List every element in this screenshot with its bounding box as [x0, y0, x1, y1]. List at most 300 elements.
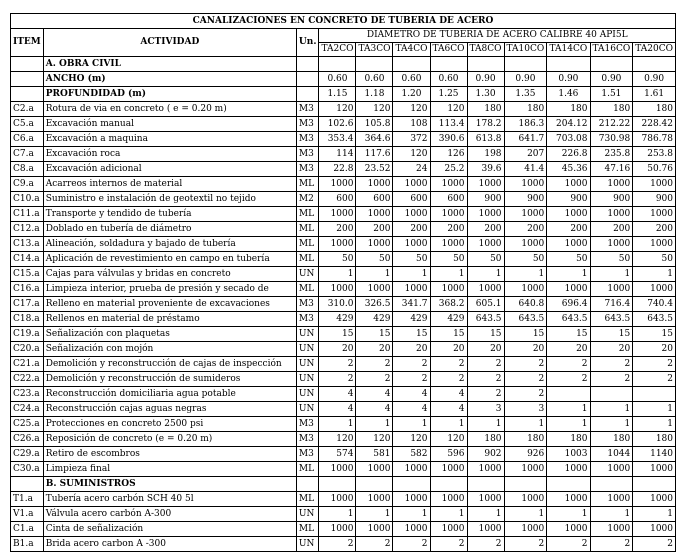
- value-cell: 25.2: [430, 162, 467, 177]
- value-cell: 1000: [430, 177, 467, 192]
- value-cell: [430, 477, 467, 492]
- unit-cell: UN: [296, 387, 319, 402]
- value-cell: 2: [633, 357, 676, 372]
- item-code: C29.a: [11, 447, 44, 462]
- activity-cell: Demolición y reconstrucción de sumideros: [43, 372, 296, 387]
- unit-cell: M3: [296, 117, 319, 132]
- value-cell: 1000: [590, 462, 633, 477]
- item-code: [11, 87, 44, 102]
- value-cell: 341.7: [393, 297, 430, 312]
- value-cell: 50: [393, 252, 430, 267]
- value-cell: 643.5: [590, 312, 633, 327]
- value-cell: 1000: [633, 522, 676, 537]
- value-cell: 1.30: [467, 87, 504, 102]
- value-cell: [356, 57, 393, 72]
- value-cell: 20: [633, 342, 676, 357]
- value-cell: 1.15: [319, 87, 356, 102]
- unit-cell: UN: [296, 402, 319, 417]
- unit-cell: M3: [296, 147, 319, 162]
- value-cell: 20: [504, 342, 547, 357]
- value-cell: 200: [633, 222, 676, 237]
- value-cell: 2: [319, 372, 356, 387]
- value-cell: 2: [633, 372, 676, 387]
- unit-cell: M3: [296, 432, 319, 447]
- value-cell: 45.36: [547, 162, 590, 177]
- value-cell: [319, 477, 356, 492]
- header-col: TA3CO: [356, 43, 393, 57]
- value-cell: 1044: [590, 447, 633, 462]
- value-cell: 126: [430, 147, 467, 162]
- unit-cell: [296, 87, 319, 102]
- value-cell: 50: [590, 252, 633, 267]
- value-cell: 20: [467, 342, 504, 357]
- value-cell: 20: [393, 342, 430, 357]
- unit-cell: M3: [296, 447, 319, 462]
- value-cell: 1: [319, 267, 356, 282]
- table-row: [11, 237, 676, 252]
- unit-cell: [296, 477, 319, 492]
- value-cell: 1000: [547, 207, 590, 222]
- table-row: [11, 192, 676, 207]
- value-cell: 4: [356, 402, 393, 417]
- value-cell: 600: [393, 192, 430, 207]
- value-cell: [590, 57, 633, 72]
- table-row: [11, 402, 676, 417]
- unit-cell: ML: [296, 252, 319, 267]
- value-cell: 200: [393, 222, 430, 237]
- value-cell: 120: [393, 147, 430, 162]
- value-cell: 643.5: [633, 312, 676, 327]
- value-cell: 0.60: [393, 72, 430, 87]
- value-cell: 1003: [547, 447, 590, 462]
- value-cell: 643.5: [467, 312, 504, 327]
- value-cell: 703.08: [547, 132, 590, 147]
- value-cell: 2: [590, 537, 633, 552]
- value-cell: 15: [590, 327, 633, 342]
- value-cell: 716.4: [590, 297, 633, 312]
- value-cell: 50: [319, 252, 356, 267]
- value-cell: 2: [393, 372, 430, 387]
- table-title: CANALIZACIONES EN CONCRETO DE TUBERIA DE ACERO: [11, 14, 676, 29]
- table-row: [11, 462, 676, 477]
- value-cell: 1: [547, 402, 590, 417]
- activity-cell: Excavación adicional: [43, 162, 296, 177]
- item-code: C26.a: [11, 432, 44, 447]
- value-cell: 20: [319, 342, 356, 357]
- value-cell: 2: [467, 357, 504, 372]
- header-col: TA10CO: [504, 43, 547, 57]
- value-cell: 902: [467, 447, 504, 462]
- value-cell: 200: [319, 222, 356, 237]
- value-cell: 1000: [590, 177, 633, 192]
- value-cell: 0.90: [633, 72, 676, 87]
- table-row: [11, 342, 676, 357]
- value-cell: 2: [356, 357, 393, 372]
- activity-cell: A. OBRA CIVIL: [43, 57, 296, 72]
- value-cell: 120: [393, 432, 430, 447]
- value-cell: 2: [467, 537, 504, 552]
- value-cell: 429: [393, 312, 430, 327]
- value-cell: 1000: [467, 237, 504, 252]
- item-code: C17.a: [11, 297, 44, 312]
- value-cell: 1000: [504, 237, 547, 252]
- value-cell: 0.90: [590, 72, 633, 87]
- value-cell: 0.60: [430, 72, 467, 87]
- activity-cell: B. SUMINISTROS: [43, 477, 296, 492]
- value-cell: [504, 57, 547, 72]
- value-cell: [633, 477, 676, 492]
- value-cell: 102.6: [319, 117, 356, 132]
- activity-cell: Aplicación de revestimiento en campo en tubería: [43, 252, 296, 267]
- value-cell: 900: [467, 192, 504, 207]
- value-cell: 0.90: [504, 72, 547, 87]
- value-cell: [393, 57, 430, 72]
- value-cell: 600: [430, 192, 467, 207]
- value-cell: 105.8: [356, 117, 393, 132]
- activity-cell: Reconstrucción domiciliaria agua potable: [43, 387, 296, 402]
- table-row: [11, 387, 676, 402]
- value-cell: 1000: [393, 282, 430, 297]
- value-cell: 1: [504, 417, 547, 432]
- value-cell: 1000: [467, 207, 504, 222]
- value-cell: 596: [430, 447, 467, 462]
- unit-cell: ML: [296, 207, 319, 222]
- value-cell: 1000: [504, 282, 547, 297]
- value-cell: 1000: [356, 492, 393, 507]
- value-cell: 600: [356, 192, 393, 207]
- value-cell: 22.8: [319, 162, 356, 177]
- value-cell: 2: [590, 372, 633, 387]
- value-cell: 1000: [393, 207, 430, 222]
- value-cell: 1.25: [430, 87, 467, 102]
- unit-cell: ML: [296, 237, 319, 252]
- header-item: ITEM: [11, 29, 44, 57]
- value-cell: 1000: [590, 207, 633, 222]
- value-cell: 1.20: [393, 87, 430, 102]
- value-cell: 120: [393, 102, 430, 117]
- table-row: [11, 267, 676, 282]
- activity-cell: Suministro e instalación de geotextil no tejido: [43, 192, 296, 207]
- unit-cell: UN: [296, 267, 319, 282]
- value-cell: 1: [590, 417, 633, 432]
- value-cell: 15: [319, 327, 356, 342]
- activity-cell: Excavación roca: [43, 147, 296, 162]
- value-cell: 180: [590, 432, 633, 447]
- value-cell: 204.12: [547, 117, 590, 132]
- value-cell: 50: [467, 252, 504, 267]
- value-cell: 50.76: [633, 162, 676, 177]
- value-cell: 353.4: [319, 132, 356, 147]
- value-cell: 429: [356, 312, 393, 327]
- header-col: TA16CO: [590, 43, 633, 57]
- table-row: [11, 297, 676, 312]
- value-cell: 1000: [356, 522, 393, 537]
- value-cell: 1000: [319, 522, 356, 537]
- value-cell: 900: [504, 192, 547, 207]
- value-cell: 120: [319, 102, 356, 117]
- value-cell: 1.51: [590, 87, 633, 102]
- value-cell: 114: [319, 147, 356, 162]
- value-cell: 1000: [430, 237, 467, 252]
- item-code: [11, 477, 44, 492]
- activity-cell: Brida acero carbon A -300: [43, 537, 296, 552]
- value-cell: 207: [504, 147, 547, 162]
- value-cell: 180: [590, 102, 633, 117]
- value-cell: 15: [504, 327, 547, 342]
- value-cell: 1000: [633, 282, 676, 297]
- value-cell: 120: [356, 102, 393, 117]
- value-cell: 1000: [430, 492, 467, 507]
- unit-cell: ML: [296, 222, 319, 237]
- unit-cell: ML: [296, 462, 319, 477]
- value-cell: 1000: [319, 462, 356, 477]
- value-cell: 2: [547, 372, 590, 387]
- value-cell: 1: [590, 267, 633, 282]
- unit-cell: UN: [296, 537, 319, 552]
- unit-cell: UN: [296, 357, 319, 372]
- value-cell: 740.4: [633, 297, 676, 312]
- value-cell: 926: [504, 447, 547, 462]
- value-cell: 1000: [633, 207, 676, 222]
- value-cell: 117.6: [356, 147, 393, 162]
- value-cell: 2: [430, 357, 467, 372]
- item-code: C11.a: [11, 207, 44, 222]
- unit-cell: M3: [296, 102, 319, 117]
- value-cell: 108: [393, 117, 430, 132]
- parameter-row: [11, 72, 676, 87]
- value-cell: 3: [467, 402, 504, 417]
- parameter-row: [11, 87, 676, 102]
- value-cell: 1000: [467, 462, 504, 477]
- value-cell: 2: [590, 357, 633, 372]
- item-code: C24.a: [11, 402, 44, 417]
- table-row: [11, 132, 676, 147]
- value-cell: 120: [356, 432, 393, 447]
- value-cell: 180: [504, 102, 547, 117]
- value-cell: 200: [430, 222, 467, 237]
- table-row: [11, 492, 676, 507]
- value-cell: 200: [356, 222, 393, 237]
- value-cell: 1: [356, 267, 393, 282]
- value-cell: 41.4: [504, 162, 547, 177]
- item-code: C13.a: [11, 237, 44, 252]
- value-cell: 2: [504, 537, 547, 552]
- value-cell: 200: [590, 222, 633, 237]
- value-cell: 613.8: [467, 132, 504, 147]
- value-cell: 1: [467, 507, 504, 522]
- activity-cell: Válvula acero carbón A-300: [43, 507, 296, 522]
- value-cell: 1.18: [356, 87, 393, 102]
- value-cell: [547, 477, 590, 492]
- value-cell: 2: [430, 537, 467, 552]
- activity-cell: Retiro de escombros: [43, 447, 296, 462]
- table-row: [11, 282, 676, 297]
- value-cell: 1: [467, 417, 504, 432]
- activity-cell: Cinta de señalización: [43, 522, 296, 537]
- value-cell: 900: [590, 192, 633, 207]
- value-cell: 1: [547, 417, 590, 432]
- value-cell: 15: [393, 327, 430, 342]
- value-cell: 0.60: [356, 72, 393, 87]
- value-cell: 643.5: [504, 312, 547, 327]
- header-row-1: [11, 29, 676, 43]
- value-cell: 1: [356, 417, 393, 432]
- value-cell: 2: [356, 537, 393, 552]
- value-cell: 226.8: [547, 147, 590, 162]
- value-cell: 2: [547, 357, 590, 372]
- table-row: [11, 447, 676, 462]
- value-cell: 2: [430, 372, 467, 387]
- value-cell: 1000: [590, 522, 633, 537]
- value-cell: 1: [393, 417, 430, 432]
- value-cell: 235.8: [590, 147, 633, 162]
- value-cell: [633, 387, 676, 402]
- value-cell: 2: [467, 387, 504, 402]
- value-cell: 0.60: [319, 72, 356, 87]
- item-code: C1.a: [11, 522, 44, 537]
- header-col: TA2CO: [319, 43, 356, 57]
- value-cell: 641.7: [504, 132, 547, 147]
- value-cell: 1: [430, 507, 467, 522]
- value-cell: 20: [590, 342, 633, 357]
- value-cell: 368.2: [430, 297, 467, 312]
- item-code: C16.a: [11, 282, 44, 297]
- value-cell: 253.8: [633, 147, 676, 162]
- item-code: C8.a: [11, 162, 44, 177]
- activity-cell: Acarreos internos de material: [43, 177, 296, 192]
- item-code: C22.a: [11, 372, 44, 387]
- value-cell: 4: [393, 387, 430, 402]
- section-row: [11, 57, 676, 72]
- activity-cell: Rotura de via en concreto ( e = 0.20 m): [43, 102, 296, 117]
- item-code: C5.a: [11, 117, 44, 132]
- value-cell: 2: [504, 372, 547, 387]
- value-cell: 372: [393, 132, 430, 147]
- value-cell: [467, 477, 504, 492]
- value-cell: 2: [319, 357, 356, 372]
- item-code: C12.a: [11, 222, 44, 237]
- value-cell: 15: [356, 327, 393, 342]
- value-cell: 1: [504, 507, 547, 522]
- activity-cell: Limpieza final: [43, 462, 296, 477]
- item-code: C30.a: [11, 462, 44, 477]
- activity-cell: Señalización con plaquetas: [43, 327, 296, 342]
- value-cell: 1000: [547, 237, 590, 252]
- value-cell: 581: [356, 447, 393, 462]
- unit-cell: M2: [296, 192, 319, 207]
- value-cell: 1000: [633, 492, 676, 507]
- activity-cell: Relleno en material proveniente de excavaciones: [43, 297, 296, 312]
- activity-cell: Excavación a maquina: [43, 132, 296, 147]
- value-cell: 20: [356, 342, 393, 357]
- value-cell: 1000: [547, 462, 590, 477]
- activity-cell: Protecciones en concreto 2500 psi: [43, 417, 296, 432]
- table-row: [11, 417, 676, 432]
- value-cell: 212.22: [590, 117, 633, 132]
- value-cell: 2: [356, 372, 393, 387]
- value-cell: 120: [319, 432, 356, 447]
- value-cell: 429: [319, 312, 356, 327]
- activity-cell: Alineación, soldadura y bajado de tubería: [43, 237, 296, 252]
- header-actividad: ACTIVIDAD: [43, 29, 296, 57]
- value-cell: 50: [633, 252, 676, 267]
- item-code: C7.a: [11, 147, 44, 162]
- value-cell: 1000: [590, 237, 633, 252]
- value-cell: 1000: [590, 492, 633, 507]
- table-row: [11, 432, 676, 447]
- item-code: V1.a: [11, 507, 44, 522]
- value-cell: 364.6: [356, 132, 393, 147]
- value-cell: 429: [430, 312, 467, 327]
- value-cell: 120: [430, 102, 467, 117]
- value-cell: 180: [547, 432, 590, 447]
- unit-cell: UN: [296, 342, 319, 357]
- value-cell: 1000: [467, 492, 504, 507]
- value-cell: 1: [590, 507, 633, 522]
- value-cell: 15: [430, 327, 467, 342]
- unit-cell: M3: [296, 162, 319, 177]
- value-cell: 1: [430, 267, 467, 282]
- header-col: TA4CO: [393, 43, 430, 57]
- header-diametro: DIAMETRO DE TUBERIA DE ACERO CALIBRE 40 API5L: [319, 29, 676, 43]
- value-cell: 1000: [547, 177, 590, 192]
- value-cell: 1000: [356, 282, 393, 297]
- table-row: [11, 312, 676, 327]
- value-cell: 1000: [319, 282, 356, 297]
- unit-cell: ML: [296, 177, 319, 192]
- value-cell: 1: [356, 507, 393, 522]
- value-cell: 1000: [504, 462, 547, 477]
- value-cell: [633, 57, 676, 72]
- value-cell: 120: [430, 432, 467, 447]
- value-cell: 50: [547, 252, 590, 267]
- unit-cell: [296, 72, 319, 87]
- value-cell: 180: [547, 102, 590, 117]
- value-cell: 696.4: [547, 297, 590, 312]
- item-code: T1.a: [11, 492, 44, 507]
- value-cell: 582: [393, 447, 430, 462]
- value-cell: 1000: [633, 462, 676, 477]
- item-code: C19.a: [11, 327, 44, 342]
- value-cell: 1000: [356, 237, 393, 252]
- table-row: [11, 147, 676, 162]
- table-row: [11, 207, 676, 222]
- item-code: C14.a: [11, 252, 44, 267]
- value-cell: 1000: [393, 177, 430, 192]
- table-row: [11, 357, 676, 372]
- activity-cell: Demolición y reconstrucción de cajas de inspección: [43, 357, 296, 372]
- value-cell: 1000: [430, 282, 467, 297]
- value-cell: 1000: [504, 207, 547, 222]
- value-cell: 390.6: [430, 132, 467, 147]
- activity-cell: Cajas para válvulas y bridas en concreto: [43, 267, 296, 282]
- value-cell: 1000: [393, 492, 430, 507]
- value-cell: 180: [467, 432, 504, 447]
- item-code: [11, 57, 44, 72]
- item-code: C25.a: [11, 417, 44, 432]
- value-cell: 15: [633, 327, 676, 342]
- value-cell: 2: [393, 357, 430, 372]
- value-cell: 1.35: [504, 87, 547, 102]
- value-cell: [590, 387, 633, 402]
- quantities-table: [10, 13, 676, 552]
- unit-cell: ML: [296, 492, 319, 507]
- value-cell: [504, 477, 547, 492]
- value-cell: 1: [393, 507, 430, 522]
- value-cell: 1: [633, 402, 676, 417]
- value-cell: 1000: [319, 207, 356, 222]
- value-cell: 0.90: [467, 72, 504, 87]
